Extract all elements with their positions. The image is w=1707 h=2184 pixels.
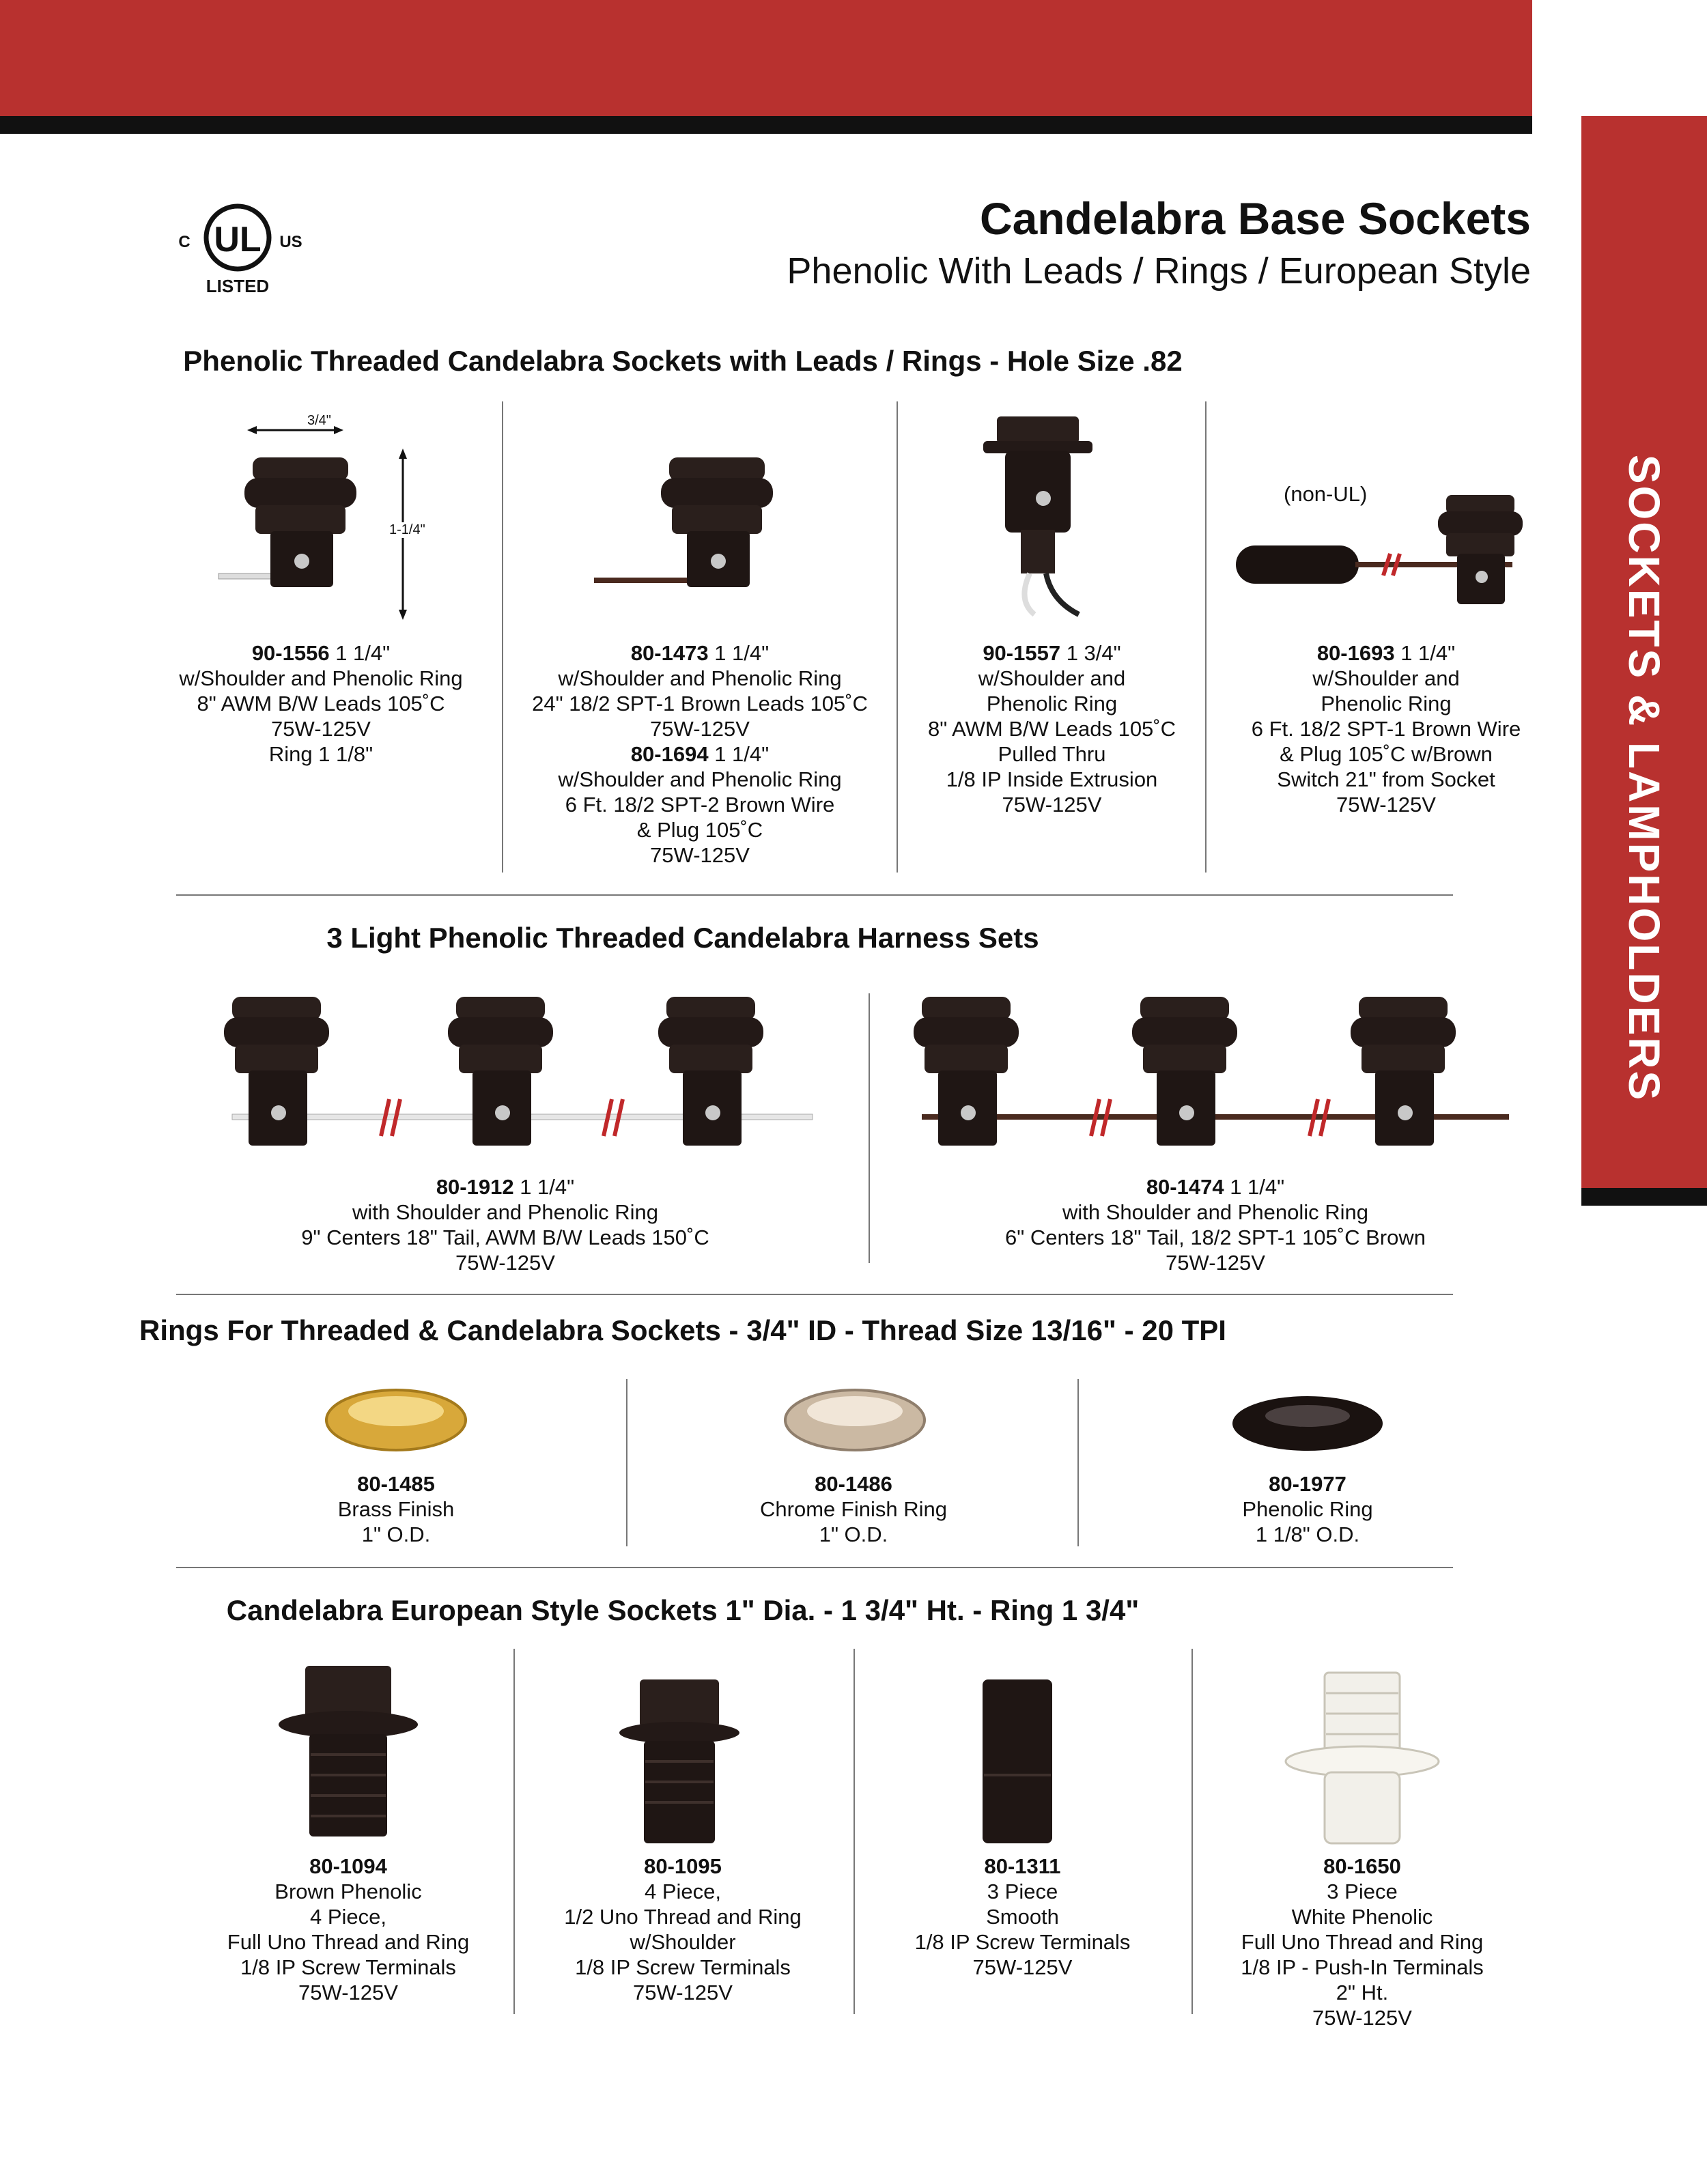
socket-80-1650-image: [1284, 1666, 1441, 1850]
caption-80-1650: 80-1650 3 Piece White Phenolic Full Uno Thread and Ring 1/8 IP - Push-In Terminals 2" Ht. 75W-125V: [1241, 1854, 1484, 2030]
svg-text:UL: UL: [214, 220, 262, 259]
divider: [897, 401, 898, 873]
divider: [854, 1649, 855, 2014]
socket-90-1556-image: [205, 410, 430, 628]
socket-80-1094-image: [277, 1659, 420, 1843]
svg-text:LISTED: LISTED: [206, 276, 270, 296]
socket-80-1095-image: [618, 1673, 741, 1850]
caption-90-1556: 90-1556 1 1/4" w/Shoulder and Phenolic Ring 8" AWM B/W Leads 105˚C 75W-125V Ring 1 1/8": [179, 641, 463, 766]
section2-title: 3 Light Phenolic Threaded Candelabra Harness Sets: [326, 922, 1039, 954]
page-title: Candelabra Base Sockets: [979, 193, 1531, 244]
divider: [513, 1649, 515, 2014]
section4-title: Candelabra European Style Sockets 1" Dia. - 1 3/4" Ht. - Ring 1 3/4": [226, 1594, 1140, 1626]
side-tab-label: SOCKETS & LAMPHOLDERS: [1620, 454, 1669, 1103]
ring-80-1485-image: [321, 1382, 471, 1458]
ul-listed-logo: [176, 198, 306, 300]
caption-80-1912: 80-1912 1 1/4" with Shoulder and Phenolic Ring 9" Centers 18" Tail, AWM B/W Leads 150˚C 75W-125V: [301, 1175, 709, 1275]
caption-80-1693: 80-1693 1 1/4" w/Shoulder and Phenolic Ring 6 Ft. 18/2 SPT-1 Brown Wire & Plug 105˚C w/Brown Switch 21" from Socket 75W-125V: [1251, 641, 1521, 817]
ring-80-1977-image: [1229, 1393, 1386, 1454]
socket-80-1473-image: [587, 451, 792, 608]
dim-height-label: 1-1/4": [389, 522, 425, 537]
caption-80-1311: 80-1311 3 Piece Smooth 1/8 IP Screw Terminals 75W-125V: [914, 1854, 1131, 1979]
svg-text:C: C: [178, 233, 191, 251]
caption-80-1095: 80-1095 4 Piece, 1/2 Uno Thread and Ring w/Shoulder 1/8 IP Screw Terminals 75W-125V: [564, 1854, 802, 2004]
caption-80-1474: 80-1474 1 1/4" with Shoulder and Phenolic Ring 6" Centers 18" Tail, 18/2 SPT-1 105˚C Brown 75W-125V: [1005, 1175, 1426, 1275]
harness-80-1912-image: [205, 990, 819, 1167]
socket-80-1311-image: [973, 1673, 1062, 1850]
non-ul-note: (non-UL): [1284, 482, 1368, 506]
section1-title: Phenolic Threaded Candelabra Sockets with Leads / Rings - Hole Size .82: [183, 345, 1183, 377]
caption-90-1557: 90-1557 1 3/4" w/Shoulder and Phenolic Ring 8" AWM B/W Leads 105˚C Pulled Thru 1/8 IP Inside Extrusion 75W-125V: [927, 641, 1176, 817]
divider: [626, 1379, 627, 1546]
divider: [1077, 1379, 1079, 1546]
caption-80-1485: 80-1485 Brass Finish 1" O.D.: [337, 1472, 455, 1546]
divider: [869, 993, 870, 1263]
harness-80-1474-image: [894, 990, 1523, 1167]
socket-80-1693-image: [1229, 488, 1523, 611]
page-subtitle: [787, 250, 1531, 292]
divider: [502, 401, 503, 873]
caption-80-1486: 80-1486 Chrome Finish Ring 1" O.D.: [760, 1472, 947, 1546]
caption-80-1094: 80-1094 Brown Phenolic 4 Piece, Full Uno Thread and Ring 1/8 IP Screw Terminals 75W-125V: [227, 1854, 470, 2004]
section3-title: Rings For Threaded & Candelabra Sockets - 3/4" ID - Thread Size 13/16" - 20 TPI: [139, 1314, 1226, 1346]
divider: [1191, 1649, 1193, 2014]
header-rule: [0, 116, 1532, 134]
svg-text:US: US: [279, 233, 302, 251]
divider: [1205, 401, 1207, 873]
caption-80-1473: 80-1473 1 1/4" w/Shoulder and Phenolic Ring 24" 18/2 SPT-1 Brown Leads 105˚C 75W-125V 80-1694 1 1/4" w/Shoulder and Phenolic Ring 6 Ft. 18/2 SPT-2 Brown Wire & Plug 105˚C 75W-125V: [532, 641, 868, 867]
header-band: [0, 0, 1532, 116]
socket-90-1557-image: [970, 410, 1120, 628]
section-rule: [176, 1567, 1453, 1568]
subtitle-rest: With Leads / Rings / European Style: [928, 251, 1531, 292]
caption-80-1977: 80-1977 Phenolic Ring 1 1/8" O.D.: [1242, 1472, 1373, 1546]
section-rule: [176, 894, 1453, 896]
ring-80-1486-image: [780, 1382, 930, 1458]
side-tab-rule: [1581, 1188, 1707, 1206]
subtitle-strong: Phenolic: [787, 251, 929, 292]
dim-width-label: 3/4": [307, 413, 331, 428]
section-rule: [176, 1294, 1453, 1295]
